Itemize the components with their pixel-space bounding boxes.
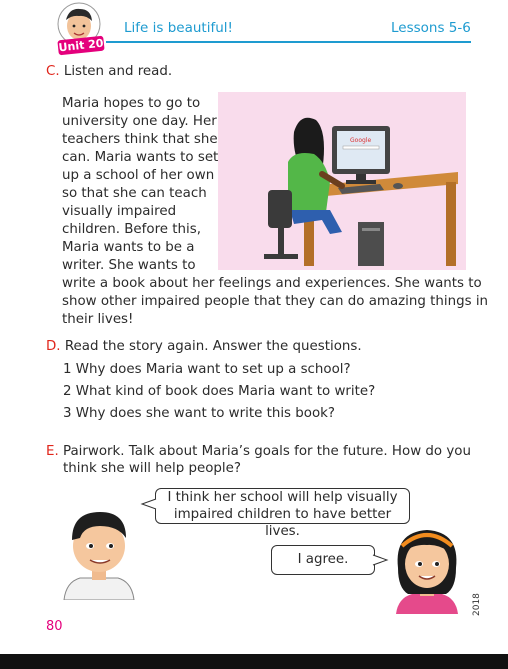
- question-3: 3 Why does she want to write this book?: [63, 406, 336, 421]
- story-line: show other impaired people that they can do amazing things in: [62, 294, 489, 309]
- speech-bubble-girl: [271, 545, 375, 575]
- story-line: can. Maria wants to set: [62, 150, 219, 165]
- story-line: their lives!: [62, 312, 134, 327]
- question-1: 1 Why does Maria want to set up a school?: [63, 362, 351, 377]
- section-e-instruction: Pairwork. Talk about Maria’s goals for the future. How do you: [62, 444, 471, 459]
- question-2: 2 What kind of book does Maria want to write?: [63, 384, 376, 399]
- section-e-line-2: think she will help people?: [63, 461, 241, 476]
- section-e-letter: E.: [46, 444, 59, 459]
- story-line: visually impaired: [62, 204, 177, 219]
- bubble-girl-text: I agree.: [297, 552, 349, 567]
- girl-speaker-illustration: [386, 518, 468, 614]
- story-line: Maria hopes to go to: [62, 96, 201, 111]
- story-line: university one day. Her: [62, 114, 217, 129]
- section-e-line-1: [46, 443, 471, 461]
- header-lessons: Lessons 5-6: [391, 20, 471, 36]
- story-line: Maria wants to be a: [62, 240, 195, 255]
- section-c-letter: C.: [46, 64, 60, 79]
- section-d-letter: D.: [46, 339, 61, 354]
- header-title: Life is beautiful!: [124, 20, 233, 36]
- year-label: 2018: [472, 593, 482, 616]
- section-d-heading: Read the story again. Answer the questions.: [64, 339, 362, 354]
- unit-badge: Unit 20: [57, 36, 105, 55]
- section-c-heading-row: [46, 63, 172, 81]
- boy-speaker-illustration: [56, 500, 142, 600]
- bubble-boy-line-2: impaired children to have better lives.: [173, 507, 392, 539]
- story-line: write a book about her feelings and experiences. She wants to: [62, 276, 482, 291]
- page-number: 80: [46, 619, 63, 634]
- story-line: up a school of her own: [62, 168, 215, 183]
- girl-at-computer-illustration: [218, 92, 466, 270]
- section-c-heading: Listen and read.: [63, 64, 173, 79]
- story-line: so that she can teach: [62, 186, 207, 201]
- speech-bubble-boy-tail: [140, 496, 158, 510]
- section-d-heading-row: [46, 338, 362, 356]
- story-line: teachers think that she: [62, 132, 218, 147]
- bottom-bar: [0, 654, 508, 669]
- bubble-boy-line-1: I think her school will help visually: [167, 490, 398, 505]
- story-line: writer. She wants to: [62, 258, 196, 273]
- screen-google-text: Google: [350, 137, 372, 144]
- story-line: children. Before this,: [62, 222, 201, 237]
- speech-bubble-boy: [155, 488, 410, 539]
- header-divider: [106, 41, 471, 43]
